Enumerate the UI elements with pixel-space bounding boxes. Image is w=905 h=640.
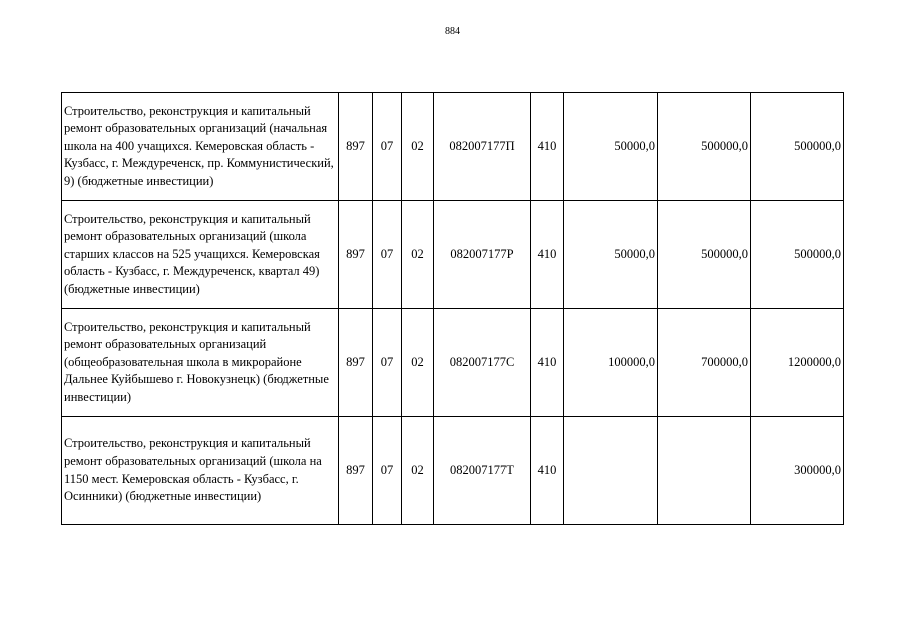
amount-year-2: 500000,0 [658, 201, 751, 309]
row-description: Строительство, реконструкция и капитальный ремонт образовательных организаций (начальная школа на 400 учащихся. Кемеровская область - Кузбасс, г. Междуреченск, пр. Коммунистический, 9) (бюджетные инвестиции) [62, 93, 339, 201]
subsection-code: 02 [402, 309, 434, 417]
expense-type-code: 410 [531, 417, 564, 525]
amount-year-3: 1200000,0 [751, 309, 844, 417]
expense-type-code: 410 [531, 309, 564, 417]
amount-year-2 [658, 417, 751, 525]
target-article-code: 082007177Т [434, 417, 531, 525]
expense-type-code: 410 [531, 93, 564, 201]
table-row [62, 93, 844, 201]
row-description: Строительство, реконструкция и капитальный ремонт образовательных организаций (общеобразовательная школа в микрорайоне Дальнее Куйбышево г. Новокузнецк) (бюджетные инвестиции) [62, 309, 339, 417]
amount-year-3: 500000,0 [751, 201, 844, 309]
table-row [62, 417, 844, 525]
ministry-code: 897 [339, 201, 373, 309]
table-row [62, 201, 844, 309]
section-code: 07 [373, 309, 402, 417]
page-number: 884 [445, 26, 460, 37]
row-description: Строительство, реконструкция и капитальный ремонт образовательных организаций (школа на 1150 мест. Кемеровская область - Кузбасс, г. Осинники) (бюджетные инвестиции) [62, 417, 339, 525]
subsection-code: 02 [402, 201, 434, 309]
expense-type-code: 410 [531, 201, 564, 309]
row-description: Строительство, реконструкция и капитальный ремонт образовательных организаций (школа старших классов на 525 учащихся. Кемеровская область - Кузбасс, г. Междуреченск, квартал 49) (бюджетные инвестиции) [62, 201, 339, 309]
section-code: 07 [373, 417, 402, 525]
target-article-code: 082007177Р [434, 201, 531, 309]
amount-year-3: 500000,0 [751, 93, 844, 201]
target-article-code: 082007177П [434, 93, 531, 201]
ministry-code: 897 [339, 309, 373, 417]
target-article-code: 082007177С [434, 309, 531, 417]
amount-year-3: 300000,0 [751, 417, 844, 525]
table-row [62, 309, 844, 417]
subsection-code: 02 [402, 93, 434, 201]
ministry-code: 897 [339, 417, 373, 525]
budget-table [61, 92, 844, 525]
amount-year-1: 50000,0 [564, 93, 658, 201]
subsection-code: 02 [402, 417, 434, 525]
amount-year-1: 100000,0 [564, 309, 658, 417]
ministry-code: 897 [339, 93, 373, 201]
section-code: 07 [373, 93, 402, 201]
amount-year-1 [564, 417, 658, 525]
amount-year-1: 50000,0 [564, 201, 658, 309]
section-code: 07 [373, 201, 402, 309]
amount-year-2: 500000,0 [658, 93, 751, 201]
amount-year-2: 700000,0 [658, 309, 751, 417]
